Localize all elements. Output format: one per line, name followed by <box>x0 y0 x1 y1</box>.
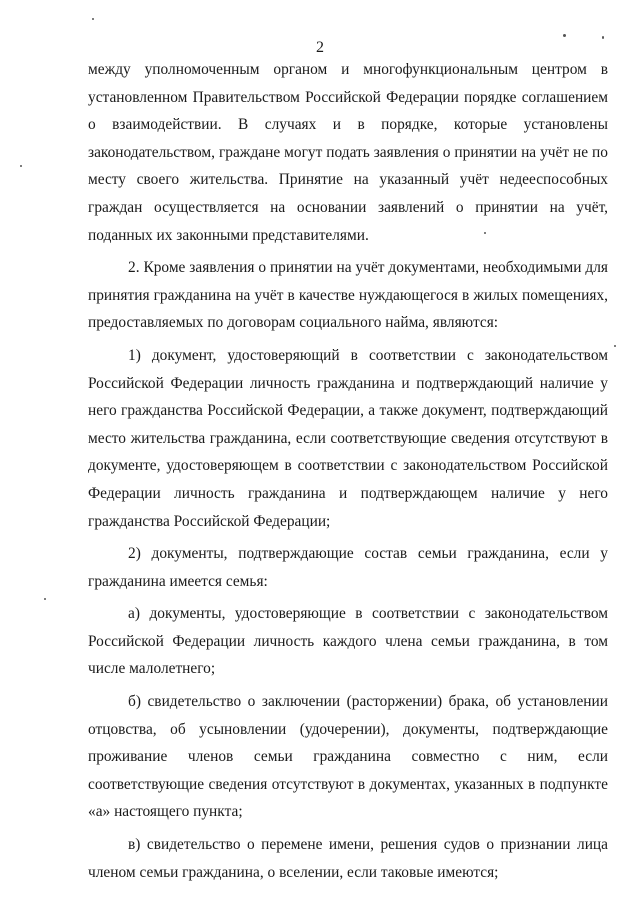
paragraph-subitem-b: б) свидетельство о заключении (расторжении) брака, об установлении отцовства, об усыновлении (удочерении), документы, подтверждающие проживание членов семьи гражданина совместно с ним, если соответствующие сведения отсутствуют в документах, указанных в подпункте «а» настоящего пункта; <box>88 693 608 821</box>
paragraph-continuation: между уполномоченным органом и многофункциональным центром в установленном Правительством Российской Федерации порядке соглашением о взаимодействии. В случаях и в порядке, которые установлены законодательством, граждане могут подать заявления о принятии на учёт не по месту своего жительства. Принятие на указанный учёт недееспособных граждан осуществляется на основании заявлений о принятии на учёт, поданных их законными представителями. <box>88 61 608 244</box>
scan-speck <box>20 165 22 167</box>
paragraph-item-2: 2. Кроме заявления о принятии на учёт документами, необходимыми для принятия гражданина на учёт в качестве нуждающегося в жилых помещениях, предоставляемых по договорам социального найма, являются: <box>88 259 608 332</box>
scan-speck <box>92 18 94 20</box>
paragraph-subitem-1: 1) документ, удостоверяющий в соответствии с законодательством Российской Федерации личность гражданина и подтверждающий наличие у него гражданства Российской Федерации, а также документ, подтверждающий место жительства гражданина, если соответствующие сведения отсутствуют в документе, удостоверяющем в соответствии с законодательством Российской Федерации личность гражданина и подтверждающем наличие у него гражданства Российской Федерации; <box>88 346 608 530</box>
paragraph-subitem-v: в) свидетельство о перемене имени, решения судов о признании лица членом семьи гражданина, о вселении, если таковые имеются; <box>88 836 608 881</box>
paragraph-subitem-a: а) документы, удостоверяющие в соответствии с законодательством Российской Федерации личность каждого члена семьи гражданина, в том числе малолетнего; <box>88 605 608 678</box>
scan-speck <box>614 345 616 347</box>
paragraph-subitem-2: 2) документы, подтверждающие состав семьи гражданина, если у гражданина имеется семья: <box>88 545 608 590</box>
scan-speck <box>44 598 46 600</box>
page-number: 2 <box>316 39 324 56</box>
document-body <box>88 56 608 891</box>
scan-speck <box>563 34 566 37</box>
